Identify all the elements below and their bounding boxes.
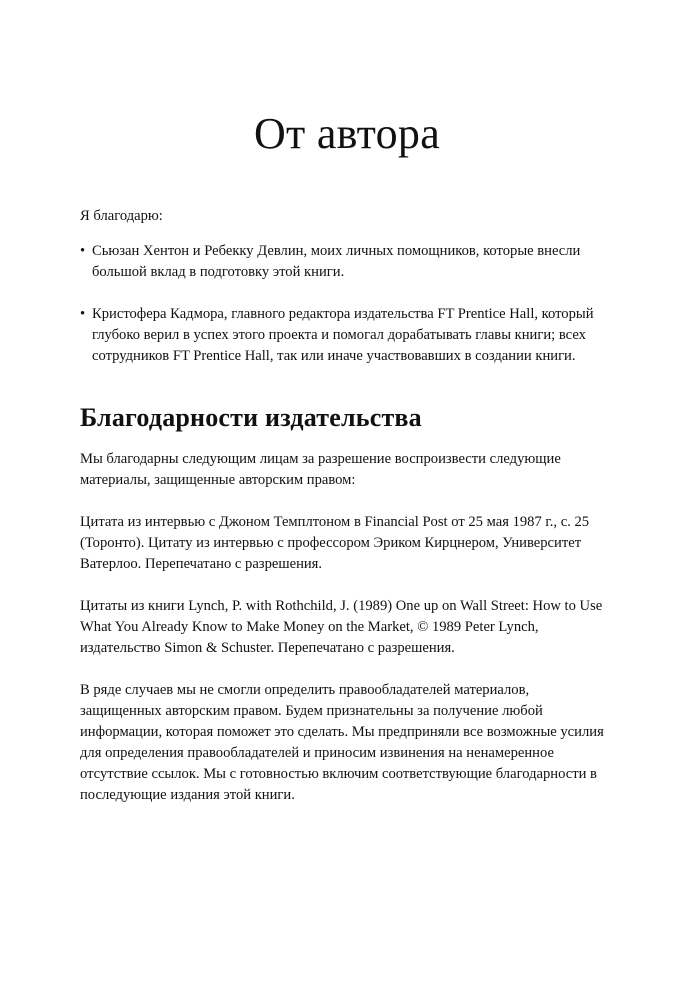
paragraph: Цитата из интервью с Джоном Темплтоном в Financial Post от 25 мая 1987 г., с. 25 (Торонто). Цитату из интервью с профессором Эриком Кирцнером, Университет Ватерлоо. Перепечатано с разрешения. — [80, 514, 590, 572]
list-item — [80, 304, 612, 367]
bullet-icon: • — [80, 243, 86, 259]
list-item-text: Сьюзан Хентон и Ребекку Девлин, моих личных помощников, которые внесли большой вклад в подготовку этой книги. — [92, 243, 581, 280]
paragraph: Цитаты из книги Lynch, P. with Rothchild, J. (1989) One up on Wall Street: How to Use What You Already Know to Make Money on the Market, © 1989 Peter Lynch, издательство Simon & Schuster. Перепечатано с разрешения. — [80, 598, 603, 656]
intro-text: Я благодарю: — [80, 208, 163, 224]
list-item-text: Кристофера Кадмора, главного редактора издательства FT Prentice Hall, который глубоко верил в успех этого проекта и помогал дорабатывать главы книги; всех сотрудников FT Prentice Hall, так или иначе участвовавших в создании книги. — [92, 306, 594, 364]
paragraph: Мы благодарны следующим лицам за разрешение воспроизвести следующие материалы, защищенные авторским правом: — [80, 451, 561, 488]
bullet-icon: • — [80, 306, 86, 322]
paragraph: В ряде случаев мы не смогли определить правообладателей материалов, защищенных авторским правом. Будем признательны за получение любой информации, которая поможет это сделать. Мы предприняли все возможные усилия для определения правообладателей и приносим извинения на ненамеренное отсутствие ссылок. Мы с готовностью включим соответствующие благодарности в последующие издания этой книги. — [80, 682, 604, 803]
list-item — [80, 241, 612, 283]
thanks-list — [80, 241, 612, 388]
section-title: Благодарности издательства — [80, 403, 422, 432]
page-title: От автора — [253, 109, 441, 158]
acknowledgements-body — [80, 449, 612, 827]
